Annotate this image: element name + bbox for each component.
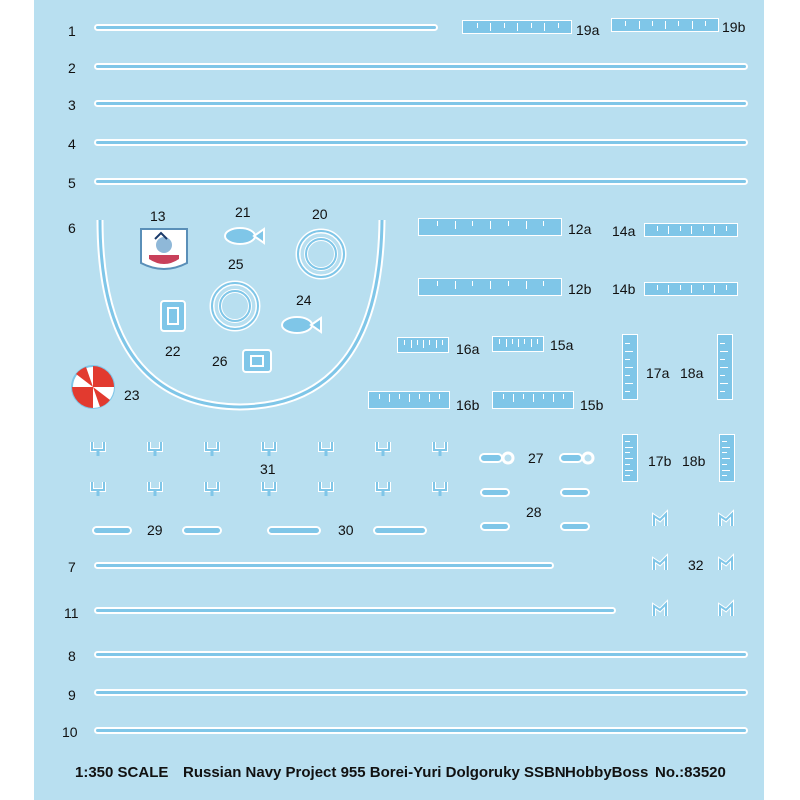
ruler-tick — [455, 281, 456, 289]
ruler-tick — [625, 447, 633, 448]
ruler-decal-19a — [462, 20, 572, 34]
ruler-tick — [625, 391, 630, 392]
hatch-decal-26 — [240, 347, 274, 375]
label-5: 5 — [68, 175, 76, 191]
stripe-8 — [94, 651, 748, 658]
ruler-tick — [442, 340, 443, 345]
ruler-tick — [722, 475, 727, 476]
ruler-tick — [517, 23, 518, 31]
label-3: 3 — [68, 97, 76, 113]
ruler-tick — [625, 367, 633, 368]
label-12b: 12b — [568, 281, 592, 297]
hatch-decal-22 — [158, 298, 188, 334]
bar-decal-28c — [480, 522, 510, 531]
label-25: 25 — [228, 256, 244, 272]
ruler-tick — [720, 383, 728, 384]
ruler-tick — [625, 383, 633, 384]
stripe-4 — [94, 139, 748, 146]
label-1: 1 — [68, 23, 76, 39]
ruler-decal-18a — [717, 334, 733, 400]
ruler-tick — [411, 340, 412, 348]
roundel-decal-23 — [70, 364, 116, 410]
label-19b: 19b — [722, 19, 746, 35]
label-20: 20 — [312, 206, 328, 222]
ruler-tick — [726, 285, 727, 290]
ruler-tick — [499, 339, 500, 344]
ruler-tick — [678, 21, 679, 26]
ruler-tick — [553, 394, 554, 402]
ruler-tick — [404, 340, 405, 345]
label-16b: 16b — [456, 397, 480, 413]
ruler-tick — [722, 464, 727, 465]
bar-decal-29b — [182, 526, 222, 535]
crest-emblem — [137, 225, 191, 275]
ruler-tick — [543, 394, 544, 399]
ruler-tick — [537, 339, 538, 344]
bar-decal-30b — [373, 526, 427, 535]
ruler-tick — [722, 441, 727, 442]
ruler-decal-12b — [418, 278, 562, 296]
stripe-11 — [94, 607, 616, 614]
label-22: 22 — [165, 343, 181, 359]
ruler-tick — [668, 285, 669, 293]
kit-title: Russian Navy Project 955 Borei-Yuri Dolgoruky SSBN — [183, 764, 566, 781]
ruler-tick — [429, 340, 430, 345]
stripe-5 — [94, 178, 748, 185]
ruler-tick — [720, 359, 725, 360]
ruler-tick — [652, 21, 653, 26]
ruler-tick — [625, 359, 630, 360]
ruler-tick — [726, 226, 727, 231]
ruler-tick — [625, 375, 630, 376]
ruler-tick — [720, 391, 725, 392]
ruler-tick — [472, 221, 473, 226]
ruler-tick — [722, 452, 727, 453]
label-4: 4 — [68, 136, 76, 152]
stripe-1 — [94, 24, 438, 31]
ruler-tick — [668, 226, 669, 234]
label-8: 8 — [68, 648, 76, 664]
label-21: 21 — [235, 204, 251, 220]
ruler-tick — [544, 23, 545, 31]
ruler-tick — [543, 281, 544, 286]
ruler-tick — [625, 452, 630, 453]
ruler-tick — [722, 458, 730, 459]
stripe-10 — [94, 727, 748, 734]
ruler-tick — [513, 394, 514, 402]
torpedo-decal-21 — [222, 225, 266, 247]
label-26: 26 — [212, 353, 228, 369]
ruler-tick — [558, 23, 559, 28]
label-9: 9 — [68, 687, 76, 703]
link-decal-27a — [478, 450, 518, 466]
ruler-tick — [490, 281, 491, 289]
label-17a: 17a — [646, 365, 670, 381]
label-6: 6 — [68, 220, 76, 236]
ruler-tick — [439, 394, 440, 399]
ruler-tick — [526, 221, 527, 229]
label-24: 24 — [296, 292, 312, 308]
brand-name: HobbyBoss — [565, 764, 649, 781]
ruler-tick — [703, 285, 704, 290]
ruler-tick — [409, 394, 410, 402]
ruler-decal-17b — [622, 434, 638, 482]
stripe-3 — [94, 100, 748, 107]
label-14a: 14a — [612, 223, 636, 239]
ruler-tick — [720, 351, 728, 352]
ruler-tick — [490, 221, 491, 229]
ruler-tick — [437, 281, 438, 286]
ruler-tick — [419, 394, 420, 399]
label-15b: 15b — [580, 397, 604, 413]
ruler-tick — [625, 475, 630, 476]
ruler-tick — [680, 226, 681, 231]
ruler-tick — [691, 226, 692, 234]
ruler-decal-19b — [611, 18, 719, 32]
ruler-tick — [657, 285, 658, 290]
ruler-decal-16b — [368, 391, 450, 409]
ruler-tick — [705, 21, 706, 26]
ruler-tick — [657, 226, 658, 231]
ring-decal-25 — [208, 279, 262, 333]
ruler-tick — [429, 394, 430, 402]
label-28: 28 — [526, 504, 542, 520]
label-31: 31 — [260, 461, 276, 477]
ruler-tick — [691, 285, 692, 293]
link-decal-27b — [558, 450, 598, 466]
label-2: 2 — [68, 60, 76, 76]
ruler-tick — [680, 285, 681, 290]
label-16a: 16a — [456, 341, 480, 357]
ruler-tick — [399, 394, 400, 399]
ruler-tick — [526, 281, 527, 289]
ruler-tick — [524, 339, 525, 344]
ruler-tick — [692, 21, 693, 29]
ruler-tick — [455, 221, 456, 229]
ruler-decal-15a — [492, 336, 544, 352]
stripe-7 — [94, 562, 554, 569]
ruler-tick — [531, 23, 532, 28]
label-19a: 19a — [576, 22, 600, 38]
ruler-decal-14b — [644, 282, 738, 296]
ruler-tick — [625, 441, 630, 442]
ruler-tick — [720, 367, 728, 368]
stripe-9 — [94, 689, 748, 696]
ruler-tick — [714, 285, 715, 293]
ruler-tick — [665, 21, 666, 29]
label-17b: 17b — [648, 453, 672, 469]
label-27: 27 — [528, 450, 544, 466]
ruler-tick — [379, 394, 380, 399]
ruler-tick — [639, 21, 640, 29]
bar-decal-30a — [267, 526, 321, 535]
ruler-tick — [437, 221, 438, 226]
sheet-footer — [0, 764, 800, 788]
bar-decal-28b — [560, 488, 590, 497]
label-13: 13 — [150, 208, 166, 224]
label-15a: 15a — [550, 337, 574, 353]
label-14b: 14b — [612, 281, 636, 297]
ruler-tick — [504, 23, 505, 28]
label-18b: 18b — [682, 453, 706, 469]
label-11: 11 — [64, 605, 79, 621]
ruler-tick — [518, 339, 519, 347]
ruler-tick — [490, 23, 491, 31]
ruler-tick — [506, 339, 507, 347]
bar-decal-28d — [560, 522, 590, 531]
ruler-tick — [543, 221, 544, 226]
ruler-tick — [472, 281, 473, 286]
ruler-decal-18b — [719, 434, 735, 482]
ruler-tick — [477, 23, 478, 28]
ruler-tick — [625, 470, 633, 471]
ruler-decal-12a — [418, 218, 562, 236]
ruler-tick — [720, 375, 725, 376]
ruler-tick — [508, 221, 509, 226]
label-7: 7 — [68, 559, 76, 575]
ruler-tick — [722, 447, 730, 448]
label-10: 10 — [62, 724, 78, 740]
kit-number: No.:83520 — [655, 764, 726, 781]
label-32: 32 — [688, 557, 704, 573]
ruler-decal-16a — [397, 337, 449, 353]
ruler-tick — [625, 458, 633, 459]
ruler-tick — [423, 340, 424, 348]
label-23: 23 — [124, 387, 140, 403]
ruler-decal-14a — [644, 223, 738, 237]
ruler-tick — [625, 464, 630, 465]
ruler-tick — [625, 343, 630, 344]
ruler-tick — [563, 394, 564, 399]
bar-decal-28a — [480, 488, 510, 497]
ruler-tick — [625, 351, 633, 352]
ruler-tick — [625, 21, 626, 26]
ruler-decal-17a — [622, 334, 638, 400]
ruler-tick — [417, 340, 418, 345]
bar-decal-29a — [92, 526, 132, 535]
ruler-tick — [508, 281, 509, 286]
stripe-2 — [94, 63, 748, 70]
ruler-tick — [703, 226, 704, 231]
label-29: 29 — [147, 522, 163, 538]
ruler-tick — [533, 394, 534, 402]
label-18a: 18a — [680, 365, 704, 381]
ruler-tick — [389, 394, 390, 402]
ruler-tick — [722, 470, 730, 471]
ruler-tick — [503, 394, 504, 399]
ruler-tick — [523, 394, 524, 399]
label-30: 30 — [338, 522, 354, 538]
ruler-tick — [714, 226, 715, 234]
scale-text: 1:350 SCALE — [75, 764, 169, 781]
ruler-decal-15b — [492, 391, 574, 409]
ruler-tick — [531, 339, 532, 347]
ruler-tick — [512, 339, 513, 344]
torpedo-decal-24 — [279, 314, 323, 336]
ring-decal-20 — [294, 227, 348, 281]
ruler-tick — [720, 343, 725, 344]
ruler-tick — [436, 340, 437, 348]
label-12a: 12a — [568, 221, 592, 237]
